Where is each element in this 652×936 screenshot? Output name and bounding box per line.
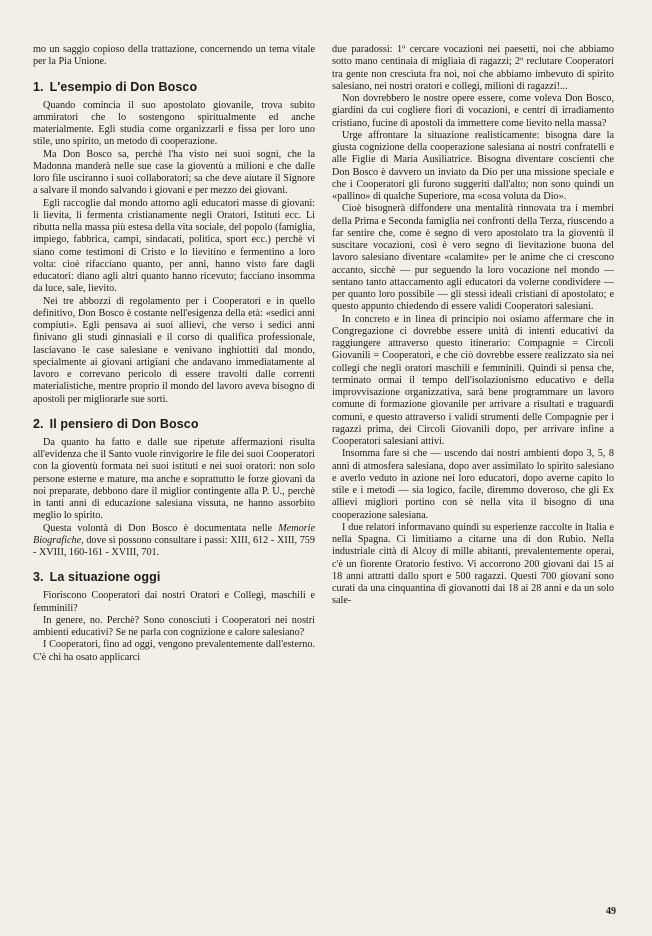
intro-paragraph: mo un saggio copioso della trattazione, concernendo un tema vitale per la Pia Unione. xyxy=(33,44,315,68)
paragraph: In concreto e in linea di principio noi osiamo affermare che in Congregazione ci dovrebbe essere unità di intenti educativi da raggiungere attraverso questo itinerario: Compagnie = Circoli Giovanili = Cooperatori, e che ciò dovrebbe essere realizzato sia nei collegi che negli oratori maschili e femminili. Quindi si pensa che, terminato ormai il tempo dell'isolazionismo educativo e della improvvisazione organizzativa, sarà bene programmare un lavoro comune di formazione giovanile per arrivare a risultati e traguardi comuni, e questo attraverso i validi strumenti delle Compagnie per i ragazzi prima, dei Circoli Giovanili dopo, per arrivare infine a Cooperatori salesiani attivi. xyxy=(332,313,614,447)
page-number: 49 xyxy=(606,906,616,917)
paragraph-references xyxy=(33,523,315,560)
paragraph: Quando comincia il suo apostolato giovanile, trova subito ammiratori che lo sostengono spiritualmente ed anche materialmente. Egli studia come organizzarli e fissa per loro uno stile, uno spirito, un metodo di cooperazione. xyxy=(33,99,315,148)
paragraph: Ma Don Bosco sa, perchè l'ha visto nei suoi sogni, che la Madonna manderà nelle sue case la gioventù a milioni e che dalle loro file usciranno i suoi collaboratori; sa che deve aiutare il Signore a salvare il mondo salvando i giovani e per mezzo dei giovani. xyxy=(33,148,315,197)
paragraph: Urge affrontare la situazione realisticamente: bisogna dare la giusta cognizione della cooperazione salesiana ai nostri confratelli e alle Figlie di Maria Ausiliatrice. Bisogna diventare coscienti che Don Bosco è davvero un inviato da Dio per una missione speciale e che i Cooperatori gli furono suggeriti dall'alto; non sono quindi un «pallino» di qualche Superiore, ma «cosa voluta da Dio». xyxy=(332,129,614,202)
paragraph: Insomma fare sì che — uscendo dai nostri ambienti dopo 3, 5, 8 anni di atmosfera salesiana, dopo aver assimilato lo spirito salesiano e averlo veduto in azione nei loro educatori, dopo averne capito lo stile e i metodi — sia logico, facile, diremmo doveroso, che gli Ex allievi migliori portino con sè nella vita il bisogno di una cooperazione salesiana. xyxy=(332,448,614,521)
section-number: 3. xyxy=(33,570,44,585)
paragraph: Nei tre abbozzi di regolamento per i Cooperatori e in quello definitivo, Don Bosco è costante nell'esigenza della età: «sedici anni compiuti». Egli pensava ai suoi allievi, che verso i sedici anni finivano gli studi ginnasiali e il corso di qualifica professionale, lasciavano le case salesiane e venivano inghiottiti dal mondo, specialmente ai giovani artigiani che andavano immediatamente al lavoro e correvano pericolo di essere travolti dalle correnti materialistiche, mentre proprio il mondo del lavoro aveva bisogno di apostoli per migliorarle sue sorti. xyxy=(33,295,315,405)
left-column xyxy=(33,44,315,664)
section-heading-1 xyxy=(33,80,315,95)
section-title: Il pensiero di Don Bosco xyxy=(49,416,199,431)
right-column xyxy=(332,44,614,608)
section-heading-2 xyxy=(33,417,315,432)
paragraph: Fioriscono Cooperatori dai nostri Oratori e Collegi, maschili e femminili? xyxy=(33,590,315,614)
paragraph: I due relatori informavano quindi su esperienze raccolte in Italia e nella Spagna. Ci limitiamo a citarne una di don Rubio. Nella industriale città di Alcoy di mille abitanti, prevalentemente operai, c'è un fiorente Oratorio festivo. Vi accorrono 200 giovani dai 15 ai 18 anni attratti dallo sport e 500 ragazzi. Questi 700 giovani sono curati da una cinquantina di giovanotti dai 18 ai 28 anni e da un solo sale- xyxy=(332,521,614,607)
section-number: 1. xyxy=(33,79,44,94)
paragraph: Da quanto ha fatto e dalle sue ripetute affermazioni risulta all'evidenza che il Santo vuole rinvigorire le file dei suoi Cooperatori con la gioventù formata nei suoi istituti e nei suoi oratori: non solo persone esterne e mature, ma anche e soprattutto le forze giovani da noi preparate, debbono dare il miglior contingente alla P. U., perchè in tanti anni di educazione salesiana vissuta, ne hanno assorbito meglio lo spirito. xyxy=(33,436,315,522)
book-title: Memorie Biografiche, xyxy=(33,522,315,546)
section-heading-3 xyxy=(33,570,315,585)
text-span: Questa volontà di Don Bosco è documentata nelle xyxy=(43,522,279,534)
paragraph: Non dovrebbero le nostre opere essere, come voleva Don Bosco, giardini da cui cogliere fiori di vocazioni, e centri di irradiamento cristiano, fucine di apostoli da immettere come lievito nella massa? xyxy=(332,93,614,129)
text-span: dove si possono consultare i passi: XIII, 612 - XIII, 759 - XVIII, 160-161 - XVIII, 701. xyxy=(33,534,315,558)
section-title: La situazione oggi xyxy=(49,570,161,585)
section-title: L'esempio di Don Bosco xyxy=(49,79,198,94)
paragraph: Cioè bisognerà diffondere una mentalità rinnovata tra i membri della Prima e Seconda famiglia nei confronti della Terza, riuscendo a far sentire che, come è segno di vero apostolato tra la gioventù il suscitare vocazioni, così è vero segno di lievitazione buona del lavoro salesiano diventare «calamite» per le anime che ci crescono accanto, sicchè — pur seguendo la loro vocazione nel mondo — sentano tanto attaccamento agli educatori da volerne condividere — per quanto loro possibile — gli stessi ideali cristiani di apostolato; e questo appunto chiedendo di essere validi Cooperatori salesiani. xyxy=(332,203,614,313)
paragraph: In genere, no. Perchè? Sono conosciuti i Cooperatori nei nostri ambienti educativi? Se ne parla con cognizione e calore salesiano? xyxy=(33,614,315,638)
paragraph: due paradossi: 1º cercare vocazioni nei paesetti, noi che abbiamo sotto mano centinaia di migliaia di ragazzi; 2º reclutare Cooperatori tra gente non cresciuta fra noi, noi che abbiamo imbevuto di spirito salesiano, nei nostri oratori e collegi, milioni di ragazzi!... xyxy=(332,44,614,92)
section-number: 2. xyxy=(33,416,44,431)
paragraph: I Cooperatori, fino ad oggi, vengono prevalentemente dall'esterno. C'è chi ha osato applicarci xyxy=(33,639,315,663)
paragraph: Egli raccoglie dal mondo attorno agli educatori masse di giovani: li lievita, li fermenta cristianamente negli Oratori, Istituti ecc. Li ributta nella massa più estesa della vita sociale, del popolo (famiglia, impiego, fabbrica, campi, sindacati, politica, sport ecc.) perchè vi siano come testimoni di Cristo e lo lievitino e fermentino a loro volta: cioè rifacciano quanto, per anni, hanno visto fare dagli educatori: diano agli altri quanto hanno ricevuto; facciano insomma da luce, sale, lievito. xyxy=(33,197,315,295)
